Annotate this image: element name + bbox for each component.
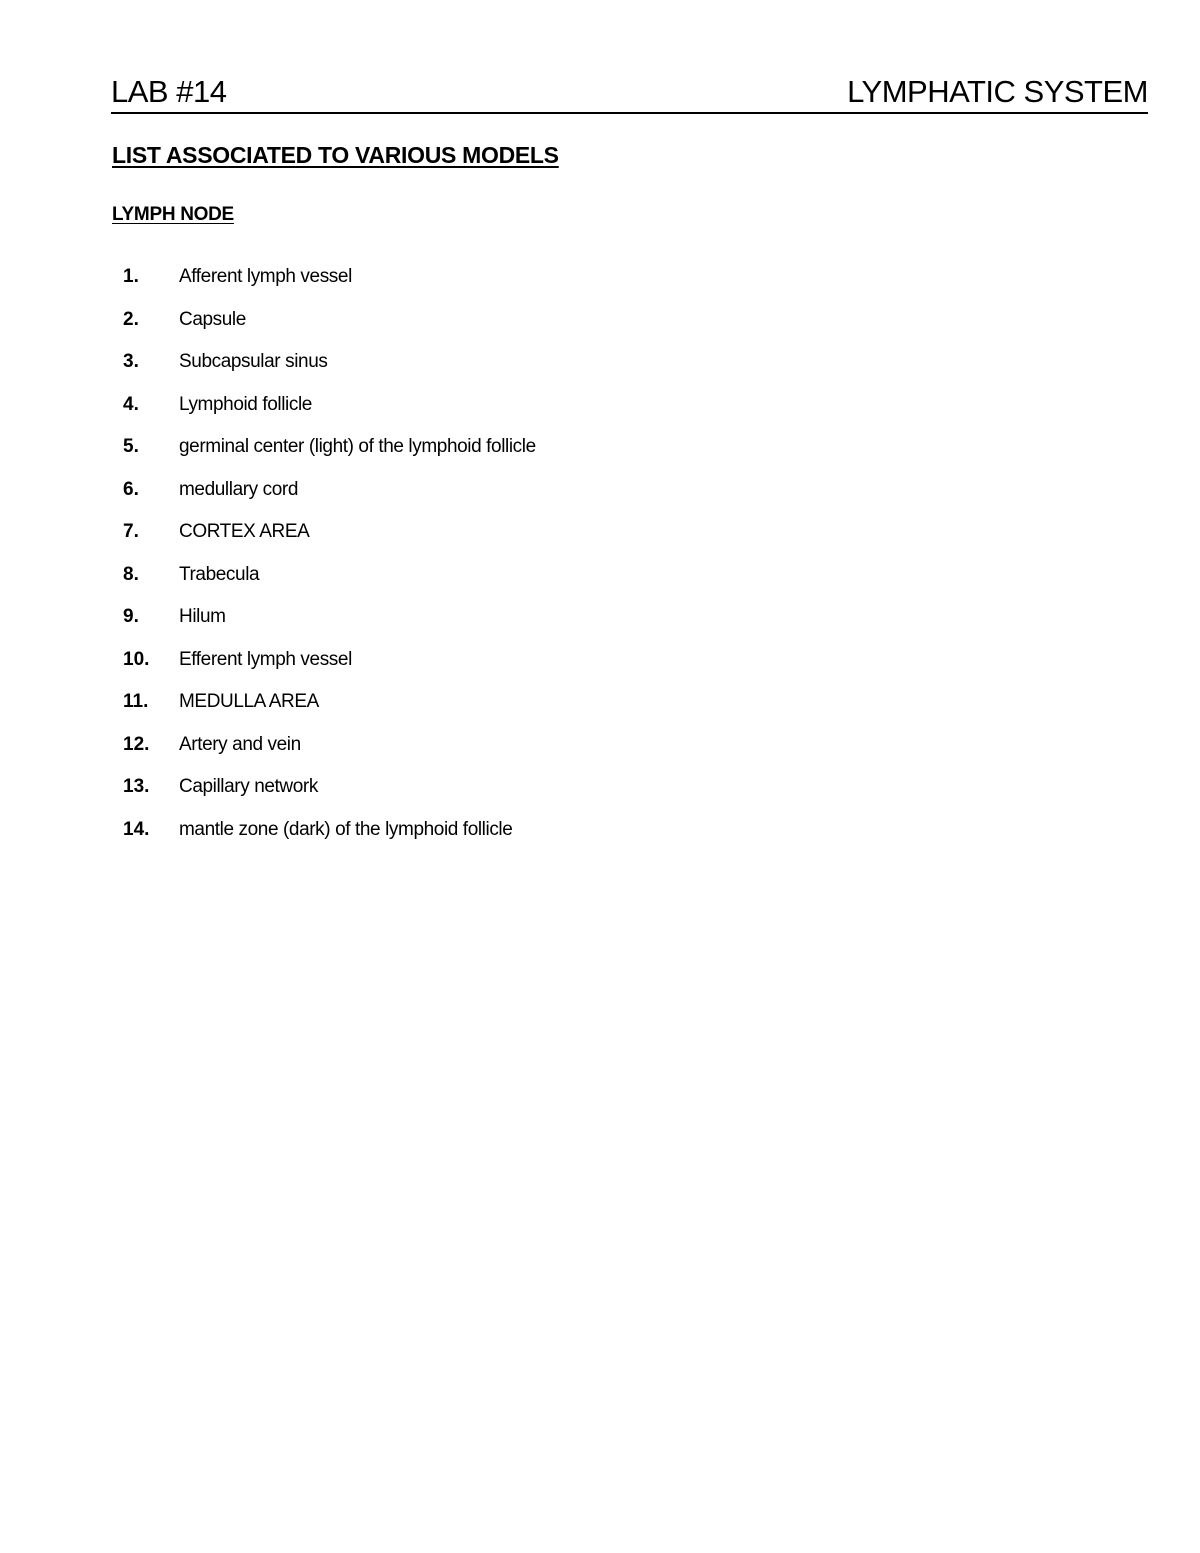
item-number: 1. [123, 266, 139, 287]
list-item [123, 264, 823, 307]
item-number: 14. [123, 818, 150, 840]
subsection-title: LYMPH NODE [112, 204, 234, 225]
item-text: Trabecula [179, 563, 260, 585]
item-number: 2. [123, 308, 139, 330]
list-item [123, 349, 823, 392]
item-number: 8. [123, 563, 139, 585]
item-text: germinal center (light) of the lymphoid follicle [179, 436, 536, 457]
item-number: 9. [123, 606, 139, 627]
item-text: MEDULLA AREA [179, 691, 319, 712]
item-number: 4. [123, 393, 139, 415]
structure-list [123, 264, 823, 859]
list-item [123, 562, 823, 605]
item-number: 13. [123, 776, 150, 797]
item-text: CORTEX AREA [179, 521, 310, 542]
item-number: 3. [123, 351, 139, 372]
item-text: Efferent lymph vessel [179, 648, 352, 670]
section-title: LIST ASSOCIATED TO VARIOUS MODELS [112, 142, 559, 168]
item-text: Lymphoid follicle [179, 393, 312, 415]
item-text: Capsule [179, 308, 246, 330]
list-item [123, 817, 823, 860]
system-title: LYMPHATIC SYSTEM [847, 74, 1148, 109]
item-number: 12. [123, 733, 150, 755]
item-number: 7. [123, 521, 139, 542]
list-item [123, 392, 823, 435]
list-item [123, 307, 823, 350]
item-number: 10. [123, 648, 150, 670]
item-text: Hilum [179, 606, 226, 627]
list-item [123, 477, 823, 520]
item-text: mantle zone (dark) of the lymphoid follicle [179, 818, 513, 840]
list-item [123, 732, 823, 775]
list-item [123, 774, 823, 817]
item-text: Artery and vein [179, 733, 301, 755]
item-text: Afferent lymph vessel [179, 266, 352, 287]
item-text: medullary cord [179, 478, 299, 500]
page-header [111, 68, 1148, 114]
lab-number-title: LAB #14 [111, 74, 227, 109]
list-item [123, 647, 823, 690]
list-item [123, 519, 823, 562]
item-text: Subcapsular sinus [179, 351, 328, 372]
item-text: Capillary network [179, 776, 318, 797]
item-number: 5. [123, 436, 139, 457]
list-item [123, 604, 823, 647]
list-item [123, 689, 823, 732]
item-number: 11. [123, 691, 149, 712]
list-item [123, 434, 823, 477]
item-number: 6. [123, 478, 139, 500]
